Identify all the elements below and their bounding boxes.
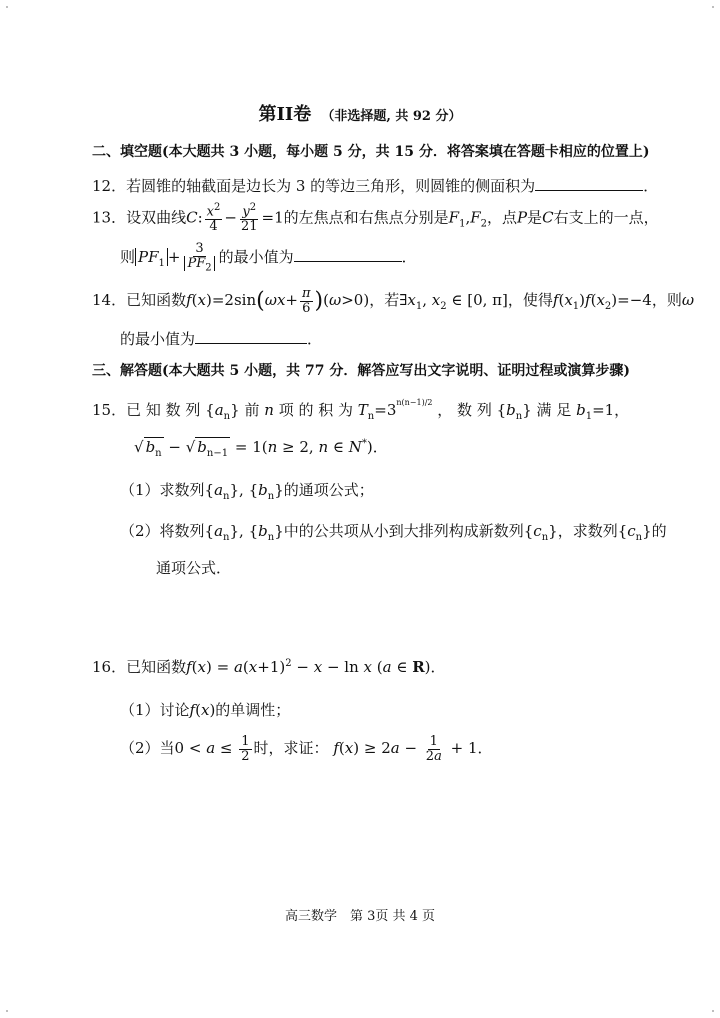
question-15-part2-line2: 通项公式．: [156, 559, 232, 577]
question-text: 右支上的一点，: [553, 208, 659, 227]
question-text: 前: [244, 401, 260, 419]
question-text: 项 的 积 为: [278, 401, 353, 419]
question-text: 是: [527, 208, 543, 227]
corner-mark: [6, 6, 8, 8]
math-expression: f: [186, 291, 192, 310]
question-13: 13．设双曲线C: $\frac{x^2}{4}$ − $\frac{y^2}{21}$ =1的左焦点和右焦点分别是$F_1,F_2$，点P是C右支上的一点，: [92, 202, 659, 234]
question-text: （2）当: [120, 739, 175, 758]
math-expression: $PF_1$: [135, 248, 168, 266]
question-text: ， 数 列: [437, 401, 492, 419]
answer-blank: [535, 176, 643, 191]
math-fraction: $\frac{3}{PF_2}$: [182, 242, 216, 274]
answer-blank: [294, 247, 402, 262]
answer-blank: [195, 329, 307, 344]
question-number: 14．: [92, 291, 127, 310]
question-16-part2: （2）当0 < a ≤ $\frac{1}{2}$ 时，求证： f(x) ≥ 2a − $\frac{1}{2a}$ + 1．: [120, 734, 493, 764]
question-text: 设双曲线: [126, 208, 187, 227]
question-number: 13．: [92, 208, 127, 227]
page-title: [0, 100, 720, 126]
corner-mark: [6, 1010, 8, 1012]
question-text: ，点: [487, 208, 518, 227]
question-12: [92, 175, 658, 196]
question-number: 16．: [92, 658, 127, 676]
section-2-heading: 二、填空题(本大题共 3 小题，每小题 5 分，共 15 分．将答案填在答题卡相应的位置上): [92, 144, 650, 160]
question-16: 16．已知函数$f(x) = a(x+1)^2 - x - \ln x$ (a ∈ R)．: [92, 658, 446, 676]
section-3-heading: 三、解答题(本大题共 5 小题，共 77 分．解答应写出文字说明、证明过程或演算步骤): [92, 363, 630, 379]
question-text: ，求数列: [557, 522, 618, 540]
question-text: 时，求证：: [253, 739, 329, 758]
question-text: 已知函数: [126, 658, 187, 676]
math-fraction: $\frac{1}{2}$: [241, 734, 250, 764]
question-number: 15．: [92, 401, 127, 419]
question-text: 的: [651, 522, 667, 540]
question-text: 中的公共项从小到大排列构成新数列: [283, 522, 524, 540]
question-16-part1: （1）讨论f(x)的单调性；: [120, 701, 291, 719]
question-text: 已知函数: [126, 291, 187, 310]
math-fraction: $\frac{y^2}{21}$: [240, 202, 258, 234]
math-expression: F: [448, 208, 460, 227]
title-note: （非选择题, 共 92 分）: [321, 109, 462, 124]
page-footer: 高三数学 第 3页 共 4 页: [284, 909, 436, 924]
question-text: 的最小值为: [120, 330, 196, 348]
question-14-line2: [120, 328, 322, 349]
question-text: 的通项公式；: [283, 481, 374, 499]
question-text: 满 足: [536, 401, 572, 419]
question-14: 14．已知函数f(x)=2sin(ωx+ $\frac{\pi}{6}$ )(ω>0)，若$\exists x_1$, $x_2$ ∈ [0, π]，使得$f(x_1)f(x_2)=-4$，则ω: [92, 286, 695, 316]
punct: ．: [307, 330, 323, 348]
question-15-part1: （1）求数列$\{a_n\}$, $\{b_n\}$的通项公式；: [120, 481, 374, 502]
math-expression: C: [186, 208, 198, 227]
question-text: 若圆锥的轴截面是边长为 3 的等边三角形，则圆锥的侧面积为: [126, 177, 536, 195]
question-text: 则: [120, 247, 136, 266]
question-text: 的单调性；: [215, 701, 291, 719]
math-fraction: $\frac{x^2}{4}$: [206, 202, 221, 234]
question-text: ，若: [369, 291, 400, 310]
question-text: （1）求数列: [120, 481, 205, 499]
question-15: 15．已 知 数 列 $\{a_n\}$ 前 n 项 的 积 为 $T_n=3^{n(n-1)/2}$ ， 数 列 $\{b_n\}$ 满 足 $b_1=1$，: [92, 398, 630, 422]
question-text: ，则: [651, 291, 682, 310]
question-text: （2）将数列: [120, 522, 205, 540]
math-fraction: $\frac{1}{2a}$: [425, 734, 442, 764]
corner-mark: [712, 1010, 714, 1012]
question-15-part2: （2）将数列$\{a_n\}$, $\{b_n\}$中的公共项从小到大排列构成新数列$\{c_n\}$，求数列$\{c_n\}$的: [120, 522, 667, 543]
question-text: 的左焦点和右焦点分别是: [283, 208, 449, 227]
math-fraction: $\frac{\pi}{6}$: [302, 286, 311, 316]
corner-mark: [712, 6, 714, 8]
question-text: 的最小值为: [218, 247, 294, 266]
punct: ．: [401, 247, 417, 266]
question-15-condition: √ $b_n$ − √ $b_{n-1} = 1(n \ge 2$, n ∈ N*)．: [134, 438, 388, 459]
question-text: 已 知 数 列: [126, 401, 201, 419]
punct: ．: [643, 177, 659, 195]
title-text: 第II卷: [258, 104, 312, 125]
question-number: 12．: [92, 177, 127, 195]
question-text: （1）讨论: [120, 701, 190, 719]
question-13-line2: 则 $PF_1$ + $\frac{3}{PF_2}$ 的最小值为 ．: [120, 241, 417, 274]
question-text: ，使得: [507, 291, 553, 310]
